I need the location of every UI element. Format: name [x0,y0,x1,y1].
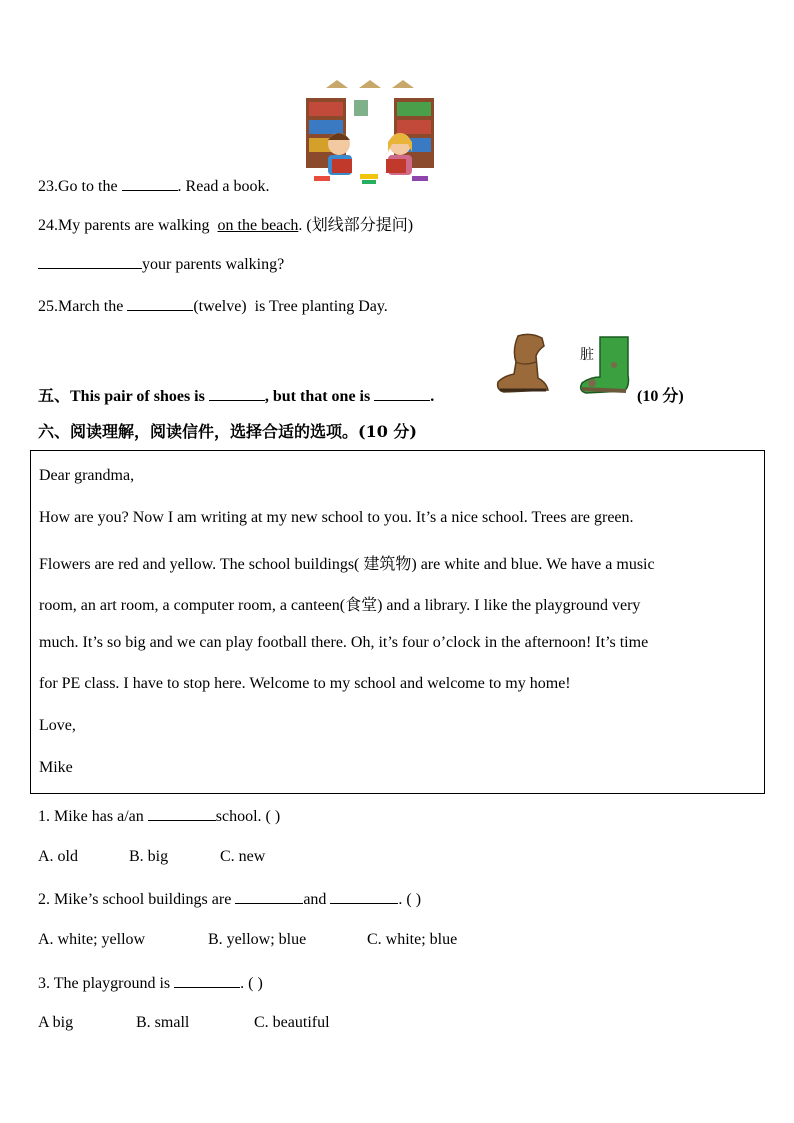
section5-prefix: 五、This pair of shoes is [38,388,205,405]
library-reading-illustration [304,76,436,191]
q24-answer-suffix: your parents walking? [142,256,285,273]
cq2-option-c[interactable]: C. white; blue [367,931,458,948]
window-picture [354,100,368,116]
cq3-blank[interactable] [174,973,240,988]
letter-line: How are you? Now I am writing at my new school to you. It’s a nice school. Trees are green. [39,509,634,526]
letter-line: Flowers are red and yellow. The school buildings( 建筑物) are white and blue. We have a music [39,556,655,573]
cq1-prefix: 1. Mike has a/an [38,808,144,825]
cq3-prefix: 3. The playground is [38,975,171,992]
section5-suffix: . [430,388,435,405]
cq1-option-a[interactable]: A. old [38,848,78,865]
question-25 [38,296,388,316]
q25-prefix: 25.March the [38,298,124,315]
q23-prefix: 23.Go to the [38,178,118,195]
ceiling-lamps [326,80,414,88]
brown-shoe-icon [494,332,552,398]
cq2-mid: and [303,891,327,908]
cq2-prefix: 2. Mike’s school buildings are [38,891,232,908]
cq2-option-a[interactable]: A. white; yellow [38,931,146,948]
letter-box [30,450,765,794]
letter-line: Love, [39,717,76,734]
cq3-option-b[interactable]: B. small [136,1014,190,1031]
cq2-blank-1[interactable] [235,889,303,904]
letter-line: for PE class. I have to stop here. Welcome to my school and welcome to my home! [39,675,571,692]
green-boot-icon [578,335,634,397]
q24-answer-blank[interactable] [38,254,142,269]
section5-blank-2[interactable] [374,386,430,401]
cq2-blank-2[interactable] [330,889,398,904]
section-6-heading: 六、阅读理解，阅读信件，选择合适的选项。(10 分) [38,422,417,441]
q25-suffix: is Tree planting Day. [254,298,388,315]
q25-middle: (twelve) [193,298,247,315]
section-5-question [38,383,434,406]
letter-line: room, an art room, a computer room, a canteen(食堂) and a library. I like the playground very [39,597,641,614]
section5-blank-1[interactable] [209,386,265,401]
question-24 [38,212,413,235]
q25-answer-blank[interactable] [127,296,193,311]
cq3-option-a[interactable]: A big [38,1014,74,1031]
q24-underlined-phrase: on the beach [217,217,299,234]
cq3-suffix: . ( ) [240,975,263,992]
cq1-blank[interactable] [148,806,216,821]
q24-prefix: 24.My parents are walking [38,217,210,234]
q23-answer-blank[interactable] [122,176,178,191]
section5-middle: , but that one is [264,388,371,405]
comprehension-question-3 [38,973,263,993]
cq2-option-b[interactable]: B. yellow; blue [208,931,307,948]
cq1-option-b[interactable]: B. big [129,848,169,865]
cq1-option-c[interactable]: C. new [220,848,266,865]
letter-line: Dear grandma, [39,467,135,484]
question-23 [38,176,270,196]
cq1-suffix: school. ( ) [215,808,281,825]
books-on-floor [314,174,428,184]
q23-suffix: . Read a book. [177,178,270,195]
dirty-label: 脏 [580,347,594,363]
q24-suffix: . (划线部分提问) [298,217,414,234]
question-24-answer-line [38,254,284,274]
comprehension-question-2 [38,889,421,909]
letter-line: much. It’s so big and we can play football there. Oh, it’s four o’clock in the afternoon! It’s time [39,634,649,651]
letter-line: Mike [39,759,73,776]
section-5-points: (10 分) [637,388,684,405]
cq3-option-c[interactable]: C. beautiful [254,1014,330,1031]
cq2-suffix: . ( ) [398,891,422,908]
comprehension-question-1 [38,806,280,826]
